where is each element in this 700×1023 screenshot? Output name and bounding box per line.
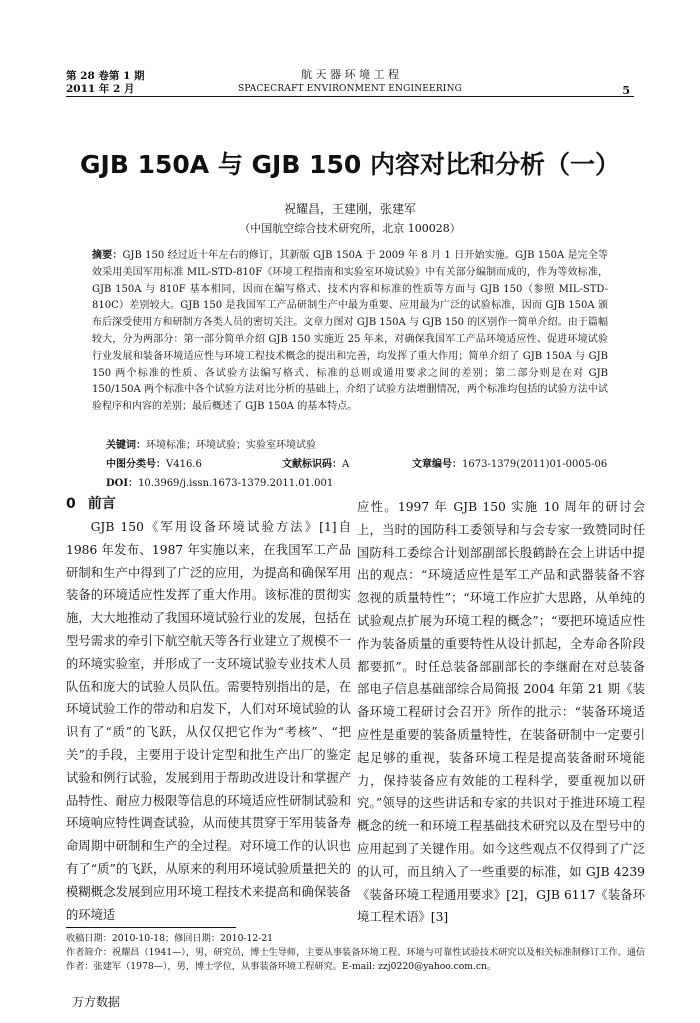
clc-code: 中图分类号：V416.6 [106, 459, 202, 470]
abstract [92, 248, 608, 416]
keywords-label: 关键词： [106, 440, 146, 451]
section-heading [66, 493, 116, 513]
affiliation: （中国航空综合技术研究所，北京 100028） [239, 222, 461, 235]
watermark-text: 万方数据 [72, 995, 121, 1009]
abstract-text: GJB 150 经过近十年左右的修订，其新版 GJB 150A 于 2009 年 8 月 1 日开始实施。GJB 150A 是完全等效采用美国军用标准 MIL-STD-810F《环境工程指南和实验室环境试验》中有关部分编制而成的，作为等效标准，GJB 150A 与 810F 基本相同，因而在编写格式、技术内容和标准的性质等方面与 GJB 150（参照 MIL-STD-810C）差别较大。GJB 150 是我国军工产品研制生产中最为重要、应用最为广泛的试验标准，因而 GJB 150A 颁布后深受使用方和研制方各类人员的密切关注。文章力图对 GJB 150A 与 GJB 150 的区别作一简单介绍。由于篇幅较大，分为两部分：第一部分简单介绍 GJB 150 实施近 25 年来，对确保我国军工产品环境适应性、促进环境试验行业发展和装备环境适应性与环境工程技术概念的提出和完善，均发挥了重大作用；简单介绍了 GJB 150A 与 GJB 150 两个标准的性质、各试验方法编写格式、标准的总则或通用要求之间的差别；第二部分则是在对 GJB 150/150A 两个标准中各个试验方法对比分析的基础上，介绍了试验方法增删情况，两个标准均包括的试验方法中试验程序和内容的差别；最后概述了 GJB 150A 的基本特点。 [92, 250, 608, 413]
body-left-column: GJB 150《军用设备环境试验方法》[1]自 1986 年发布、1987 年实施以来，在我国军工产品研制和生产中得到了广泛的应用，为提高和确保军用装备的环境适应性发挥了重大作用。该标准的贯彻实施，大大地推动了我国环境试验行业的发展，包括在型号需求的牵引下航空航天等各行业建立了规模不一的环境实验室，并形成了一支环境试验专业技术人员队伍和庞大的试验人员队伍。需要特别指出的是，在环境试验工作的带动和启发下，人们对环境试验的认识有了“质”的飞跃，从仅仅把它作为“考核”、“把关”的手段，主要用于设计定型和批生产出厂的鉴定试验和例行试验，发展到用于帮助改进设计和掌握产品特性、耐应力极限等信息的环境适应性研制试验和环境响应特性调查试验，从而使其贯穿于军用装备寿命周期中研制和生产的全过程。对环境工作的认识也有了“质”的飞跃，从原来的利用环境试验质量把关的模糊概念发展到应用环境工程技术来提高和确保装备的环境适 [66, 520, 351, 922]
doi-value: 10.3969/j.issn.1673-1379.2011.01.001 [138, 478, 334, 489]
keywords [106, 436, 606, 451]
journal-name-cn: 航 天 器 环 境 工 程 [301, 68, 399, 81]
volume-issue: 第 28 卷第 1 期 [66, 70, 145, 82]
article-number: 文章编号：1673-1379(2011)01-0005-06 [412, 459, 608, 470]
footnote-dates: 收稿日期：2010-10-18；修回日期：2010-12-21 [66, 933, 274, 944]
footnote-author-info: 作者简介：祝耀昌（1941—），男，研究员，博士生导师，主要从事装备环境工程、环境与可靠性试验技术研究以及相关标准制修订工作。通信作者：张建军（1978—），男，博士学位，从事装备环境工程研究。E-mail: zzj0220@yahoo.com.cn。 [66, 947, 646, 972]
section-title: 前言 [87, 496, 116, 512]
journal-name-en: SPACECRAFT ENVIRONMENT ENGINEERING [237, 84, 463, 94]
footnote-divider [66, 927, 236, 928]
author-list: 祝耀昌，王建刚，张建军 [283, 202, 416, 216]
issue-date: 2011 年 2 月 [66, 83, 135, 95]
body-right-column: 应性。1997 年 GJB 150 实施 10 周年的研讨会上，当时的国防科工委领导和与会专家一致赞同时任国防科工委综合计划部副部长殷鹤龄在会上讲话中提出的观点：“环境适应性是军工产品和武器装备不容忽视的质量特性”；“环境工作应扩大思路，从单纯的试验观点扩展为环境工程的概念”；“要把环境适应性作为装备质量的重要特性从设计抓起，全寿命各阶段都要抓”。时任总装备部副部长的李继耐在对总装备部电子信息基础部综合局简报 2004 年第 21 期《装备环境工程研讨会召开》所作的批示：“装备环境适应性是重要的装备质量特性，在装备研制中一定要引起足够的重视，装备环境工程是提高装备耐环境能力，保持装备应有效能的工程科学，要重视加以研究。”领导的这些讲话和专家的共识对于推进环境工程概念的统一和环境工程基础技术研究以及在型号中的应用起到了关键作用。如今这些观点不仅得到了广泛的认可，而且纳入了一些重要的标准，如 GJB 4239《装备环境工程通用要求》[2]，GJB 6117《装备环境工程术语》[3] [357, 500, 645, 925]
document-code: 文献标识码：A [282, 459, 350, 470]
keywords-text: 环境标准；环境试验；实验室环境试验 [146, 440, 316, 451]
journal-header [190, 68, 510, 96]
page-number: 5 [622, 84, 630, 97]
doi-label: DOI： [106, 478, 139, 489]
article-title: GJB 150A 与 GJB 150 内容对比和分析（一） [80, 150, 620, 179]
footnote [66, 932, 646, 974]
section-number: 0 [66, 496, 76, 512]
header-divider [66, 96, 634, 97]
abstract-label: 摘要： [92, 250, 123, 261]
doi [106, 474, 333, 489]
issue-info [66, 70, 145, 96]
